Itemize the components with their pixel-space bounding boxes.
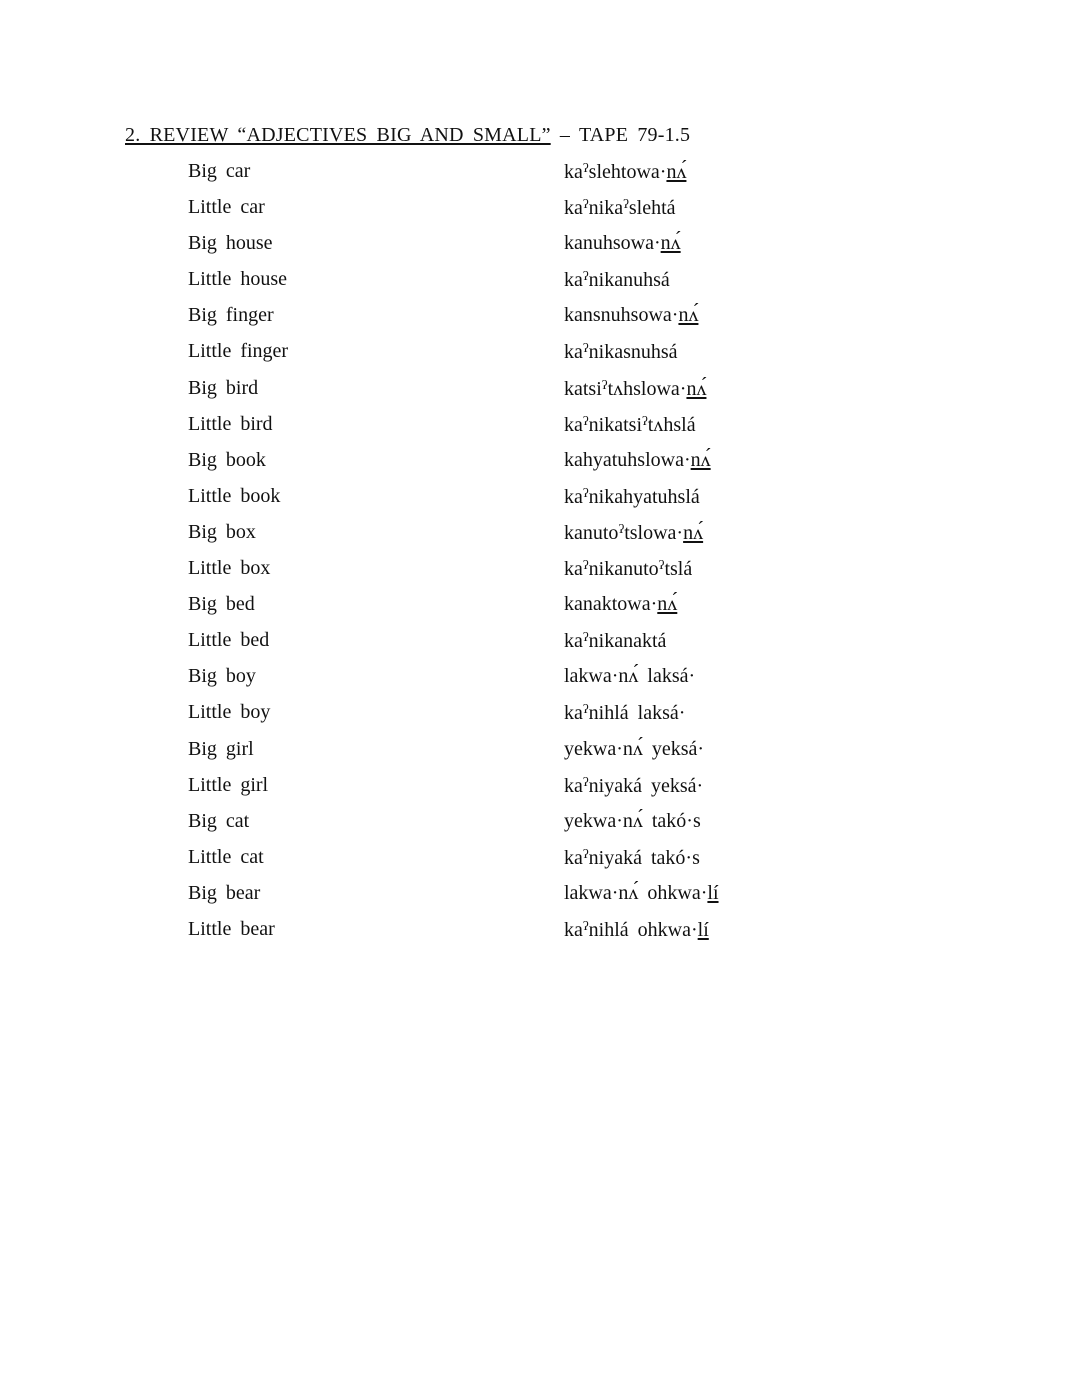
native-term-segment: ka bbox=[564, 269, 583, 292]
english-term: Little bear bbox=[188, 917, 275, 940]
english-term: Little bed bbox=[188, 629, 270, 652]
stressed-syllable: nʌ́ bbox=[657, 593, 678, 616]
glottal-stop-mark: ʔ bbox=[582, 484, 589, 500]
native-term-segment: ka bbox=[564, 341, 583, 364]
glottal-stop-mark: ʔ bbox=[582, 917, 589, 933]
vocabulary-row bbox=[188, 160, 808, 196]
native-term-segment: niyaká takó·s bbox=[588, 846, 700, 869]
native-term-segment: ka bbox=[564, 774, 583, 797]
vocabulary-list bbox=[188, 160, 808, 954]
vocabulary-row bbox=[188, 521, 808, 557]
english-term: Big box bbox=[188, 520, 256, 543]
english-term: Little cat bbox=[188, 845, 264, 868]
native-term-segment: lakwa·nʌ́ laksá· bbox=[564, 665, 696, 688]
section-heading bbox=[125, 124, 690, 147]
english-term: Little bird bbox=[188, 412, 273, 435]
english-term: Little boy bbox=[188, 701, 271, 724]
tape-reference: TAPE 79-1.5 bbox=[578, 124, 691, 146]
english-term: Little house bbox=[188, 268, 287, 291]
vocabulary-row bbox=[188, 557, 808, 593]
native-term bbox=[564, 304, 698, 327]
native-term-segment: nikanaktá bbox=[588, 630, 667, 653]
english-term: Big house bbox=[188, 232, 273, 255]
native-term bbox=[564, 629, 666, 653]
native-term-segment: ka bbox=[564, 846, 583, 869]
native-term-segment: nihlá ohkwa· bbox=[588, 918, 698, 941]
vocabulary-row bbox=[188, 918, 808, 954]
english-term: Little finger bbox=[188, 340, 289, 363]
glottal-stop-mark: ʔ bbox=[582, 701, 589, 717]
english-term: Big girl bbox=[188, 737, 254, 760]
vocabulary-row bbox=[188, 846, 808, 882]
native-term-segment: kanaktowa· bbox=[564, 593, 658, 616]
native-term bbox=[564, 701, 685, 725]
native-term bbox=[564, 232, 681, 255]
english-term: Big cat bbox=[188, 809, 250, 832]
vocabulary-row bbox=[188, 196, 808, 232]
stressed-syllable: nʌ́ bbox=[683, 521, 704, 544]
vocabulary-row bbox=[188, 593, 808, 629]
native-term-segment: lakwa·nʌ́ ohkwa· bbox=[564, 881, 708, 904]
vocabulary-row bbox=[188, 485, 808, 521]
english-term: Little book bbox=[188, 484, 281, 507]
native-term bbox=[564, 665, 695, 688]
native-term bbox=[564, 593, 677, 616]
native-term-segment: slehtá bbox=[628, 197, 676, 220]
native-term-segment: ka bbox=[564, 161, 583, 183]
glottal-stop-mark: ʔ bbox=[582, 340, 589, 356]
glottal-stop-mark: ʔ bbox=[658, 557, 665, 573]
native-term-segment: yekwa·nʌ́ takó·s bbox=[564, 809, 701, 832]
native-term bbox=[564, 738, 704, 761]
stressed-syllable: nʌ́ bbox=[690, 448, 711, 471]
english-term: Big bear bbox=[188, 881, 261, 904]
english-term: Big bird bbox=[188, 376, 259, 399]
english-term: Big finger bbox=[188, 304, 274, 327]
native-term-segment: tslowa· bbox=[624, 521, 684, 544]
section-title: 2. REVIEW “ADJECTIVES BIG AND SMALL” bbox=[125, 124, 551, 146]
native-term-segment: kanuhsowa· bbox=[564, 232, 661, 255]
native-term-segment: niyaká yeksá· bbox=[588, 774, 704, 797]
native-term-segment: tʌhslá bbox=[647, 413, 696, 436]
native-term bbox=[564, 485, 700, 509]
glottal-stop-mark: ʔ bbox=[582, 160, 589, 175]
native-term-segment: tslá bbox=[664, 558, 693, 581]
stressed-syllable: nʌ́ bbox=[686, 377, 707, 400]
vocabulary-row bbox=[188, 340, 808, 376]
vocabulary-row bbox=[188, 232, 808, 268]
stressed-syllable: lí bbox=[707, 881, 719, 904]
stressed-syllable: lí bbox=[697, 918, 709, 941]
english-term: Big bed bbox=[188, 593, 255, 616]
native-term-segment: nikanuto bbox=[588, 558, 659, 581]
native-term-segment: ka bbox=[564, 918, 583, 941]
glottal-stop-mark: ʔ bbox=[582, 773, 589, 789]
native-term bbox=[564, 196, 676, 220]
vocabulary-row bbox=[188, 449, 808, 485]
glottal-stop-mark: ʔ bbox=[582, 196, 589, 212]
native-term bbox=[564, 882, 719, 905]
native-term-segment: yekwa·nʌ́ yeksá· bbox=[564, 737, 705, 760]
native-term-segment: ka bbox=[564, 702, 583, 725]
native-term bbox=[564, 521, 703, 545]
vocabulary-row bbox=[188, 629, 808, 665]
english-term: Little girl bbox=[188, 773, 269, 796]
native-term-segment: nikanuhsá bbox=[588, 269, 670, 292]
vocabulary-row bbox=[188, 304, 808, 340]
glottal-stop-mark: ʔ bbox=[642, 412, 648, 428]
native-term-segment: slehtowa· bbox=[588, 161, 667, 183]
stressed-syllable: nʌ́ bbox=[678, 304, 699, 327]
vocabulary-row bbox=[188, 738, 808, 774]
vocabulary-row bbox=[188, 413, 808, 449]
english-term: Little box bbox=[188, 557, 271, 580]
glottal-stop-mark: ʔ bbox=[582, 557, 589, 573]
glottal-stop-mark: ʔ bbox=[582, 268, 589, 284]
vocabulary-row bbox=[188, 268, 808, 304]
native-term bbox=[564, 557, 692, 581]
native-term-segment: kanuto bbox=[564, 521, 619, 544]
native-term-segment: nikasnuhsá bbox=[588, 341, 678, 364]
vocabulary-row bbox=[188, 774, 808, 810]
native-term-segment: nika bbox=[588, 197, 624, 220]
native-term-segment: nihlá laksá· bbox=[588, 702, 686, 725]
native-term-segment: ka bbox=[564, 485, 583, 508]
english-term: Little car bbox=[188, 196, 265, 219]
native-term bbox=[564, 449, 711, 472]
stressed-syllable: nʌ́ bbox=[666, 161, 687, 183]
stressed-syllable: nʌ́ bbox=[660, 232, 681, 255]
vocabulary-row bbox=[188, 377, 808, 413]
glottal-stop-mark: ʔ bbox=[618, 520, 625, 536]
native-term-segment: tʌhslowa· bbox=[607, 377, 687, 400]
english-term: Big book bbox=[188, 448, 266, 471]
english-term: Big car bbox=[188, 160, 251, 182]
native-term-segment: kansnuhsowa· bbox=[564, 304, 679, 327]
native-term-segment: kahyatuhslowa· bbox=[564, 448, 691, 471]
glottal-stop-mark: ʔ bbox=[582, 845, 589, 861]
native-term bbox=[564, 268, 670, 292]
vocabulary-row bbox=[188, 701, 808, 737]
native-term bbox=[564, 377, 706, 401]
native-term-segment: nikahyatuhslá bbox=[588, 485, 700, 508]
heading-separator: – bbox=[550, 124, 579, 146]
native-term-segment: ka bbox=[564, 558, 583, 581]
native-term-segment: nikatsi bbox=[588, 413, 643, 436]
native-term bbox=[564, 413, 696, 437]
glottal-stop-mark: ʔ bbox=[623, 196, 629, 212]
native-term-segment: ka bbox=[564, 413, 583, 436]
english-term: Big boy bbox=[188, 665, 256, 688]
native-term bbox=[564, 774, 703, 798]
native-term-segment: katsi bbox=[564, 377, 602, 400]
glottal-stop-mark: ʔ bbox=[582, 629, 589, 645]
glottal-stop-mark: ʔ bbox=[601, 376, 608, 392]
native-term-segment: ka bbox=[564, 197, 583, 220]
vocabulary-row bbox=[188, 882, 808, 918]
native-term bbox=[564, 340, 678, 364]
native-term bbox=[564, 160, 686, 184]
vocabulary-row bbox=[188, 665, 808, 701]
native-term bbox=[564, 810, 701, 833]
vocabulary-row bbox=[188, 810, 808, 846]
glottal-stop-mark: ʔ bbox=[582, 412, 589, 428]
native-term bbox=[564, 846, 700, 870]
native-term-segment: ka bbox=[564, 630, 583, 653]
native-term bbox=[564, 918, 709, 942]
